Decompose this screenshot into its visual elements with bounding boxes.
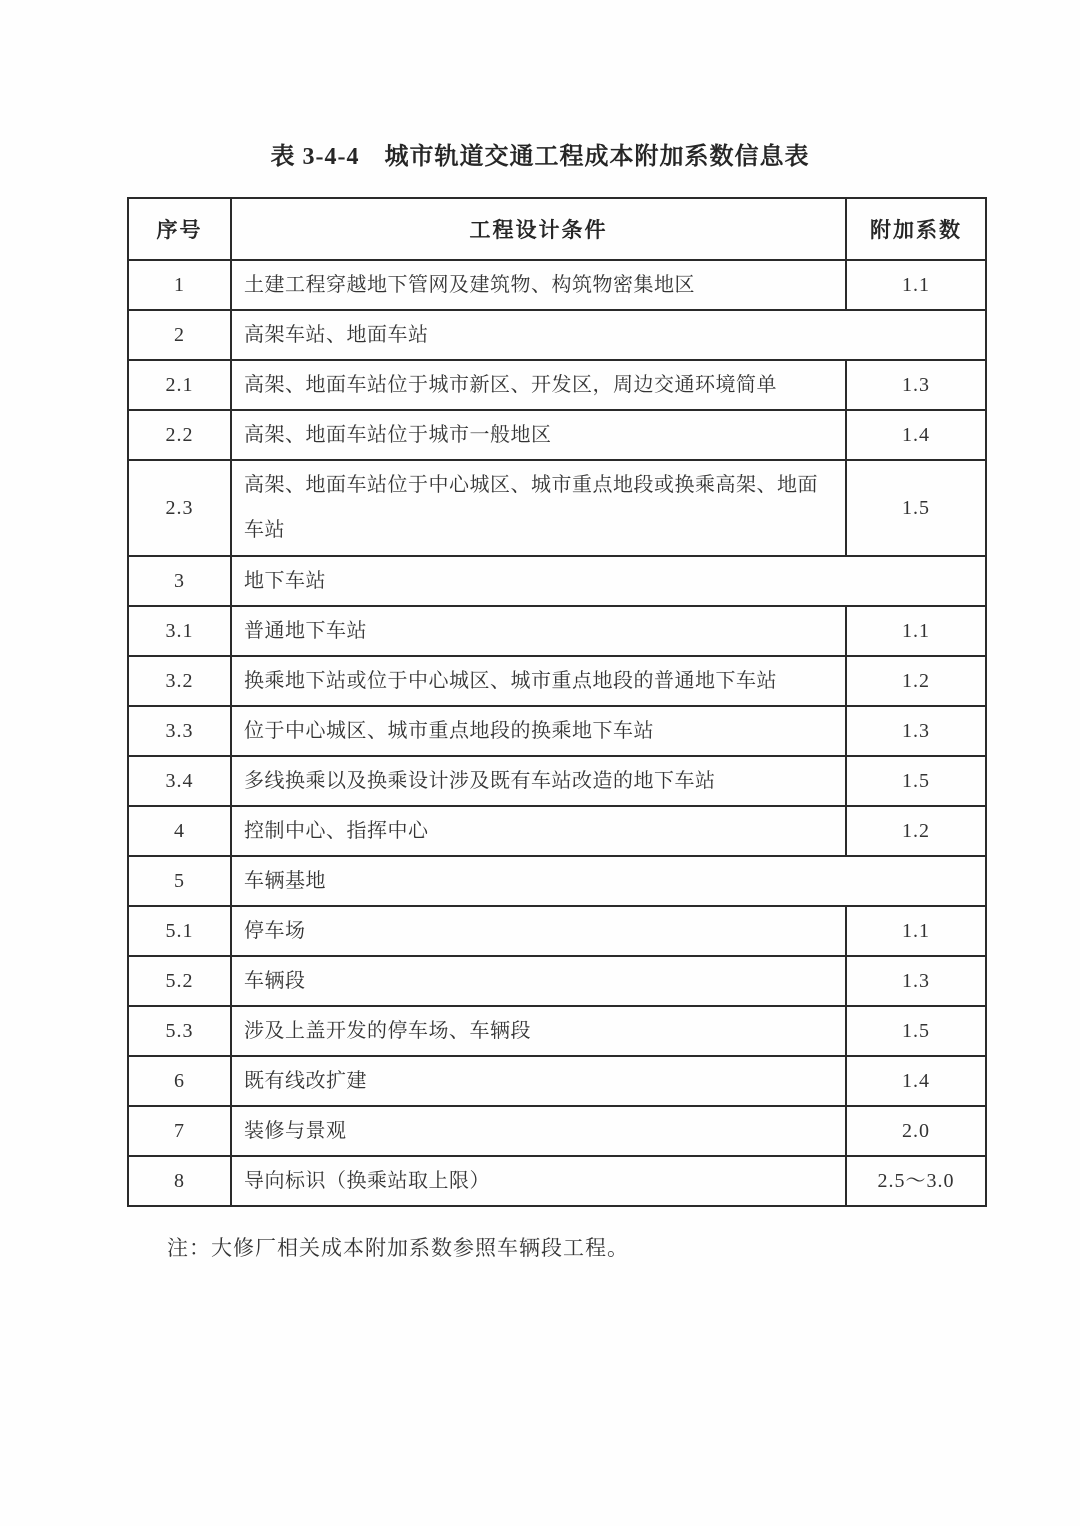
table-row [128,1056,986,1106]
table-row [128,556,986,606]
row-number-cell: 7 [128,1106,231,1156]
row-number-cell: 5.1 [128,906,231,956]
row-number-cell: 5.2 [128,956,231,1006]
condition-cell: 装修与景观 [231,1106,846,1156]
table-row [128,756,986,806]
table-row [128,956,986,1006]
table-row [128,806,986,856]
coefficient-cell: 1.2 [846,806,986,856]
table-row [128,856,986,906]
table-note: 注：大修厂相关成本附加系数参照车辆段工程。 [167,1236,629,1260]
table-row [128,310,986,360]
coefficient-cell: 1.5 [846,1006,986,1056]
coefficient-cell: 1.2 [846,656,986,706]
row-number-cell: 2 [128,310,231,360]
coefficient-cell: 1.1 [846,260,986,310]
condition-cell: 普通地下车站 [231,606,846,656]
row-number-cell: 2.1 [128,360,231,410]
condition-cell: 高架、地面车站位于城市新区、开发区，周边交通环境简单 [231,360,846,410]
table-row [128,1156,986,1206]
row-number-cell: 3 [128,556,231,606]
coefficient-table [127,197,987,1207]
coefficient-cell: 1.5 [846,460,986,556]
col-header-condition: 工程设计条件 [231,198,846,260]
coefficient-cell: 2.5～3.0 [846,1156,986,1206]
table-row [128,706,986,756]
coefficient-cell: 1.3 [846,706,986,756]
condition-cell: 导向标识（换乘站取上限） [231,1156,846,1206]
row-number-cell: 2.2 [128,410,231,460]
row-number-cell: 2.3 [128,460,231,556]
row-number-cell: 5.3 [128,1006,231,1056]
col-header-number: 序号 [128,198,231,260]
condition-cell: 车辆段 [231,956,846,1006]
condition-cell: 地下车站 [231,556,986,606]
condition-cell: 换乘地下站或位于中心城区、城市重点地段的普通地下车站 [231,656,846,706]
table-row [128,906,986,956]
row-number-cell: 3.1 [128,606,231,656]
row-number-cell: 8 [128,1156,231,1206]
coefficient-cell: 1.3 [846,360,986,410]
row-number-cell: 3.4 [128,756,231,806]
table-row [128,1006,986,1056]
condition-cell: 位于中心城区、城市重点地段的换乘地下车站 [231,706,846,756]
table-row [128,1106,986,1156]
coefficient-cell: 1.1 [846,606,986,656]
row-number-cell: 6 [128,1056,231,1106]
row-number-cell: 3.3 [128,706,231,756]
page-title: 表 3-4-4 城市轨道交通工程成本附加系数信息表 [270,144,810,170]
coefficient-cell: 1.4 [846,410,986,460]
condition-cell: 高架车站、地面车站 [231,310,986,360]
condition-cell: 高架、地面车站位于中心城区、城市重点地段或换乘高架、地面车站 [231,460,846,556]
coefficient-cell: 1.5 [846,756,986,806]
condition-cell: 涉及上盖开发的停车场、车辆段 [231,1006,846,1056]
col-header-coefficient: 附加系数 [846,198,986,260]
condition-cell: 多线换乘以及换乘设计涉及既有车站改造的地下车站 [231,756,846,806]
table-row [128,260,986,310]
table-row [128,656,986,706]
condition-cell: 车辆基地 [231,856,986,906]
table-row [128,606,986,656]
condition-cell: 高架、地面车站位于城市一般地区 [231,410,846,460]
row-number-cell: 4 [128,806,231,856]
table-row [128,360,986,410]
coefficient-cell: 2.0 [846,1106,986,1156]
coefficient-cell: 1.4 [846,1056,986,1106]
condition-cell: 停车场 [231,906,846,956]
coefficient-cell: 1.3 [846,956,986,1006]
condition-cell: 既有线改扩建 [231,1056,846,1106]
row-number-cell: 5 [128,856,231,906]
condition-cell: 土建工程穿越地下管网及建筑物、构筑物密集地区 [231,260,846,310]
table-header-row [128,198,986,260]
table-row [128,410,986,460]
row-number-cell: 1 [128,260,231,310]
table-body [128,260,986,1206]
table-row [128,460,986,556]
condition-cell: 控制中心、指挥中心 [231,806,846,856]
row-number-cell: 3.2 [128,656,231,706]
coefficient-cell: 1.1 [846,906,986,956]
